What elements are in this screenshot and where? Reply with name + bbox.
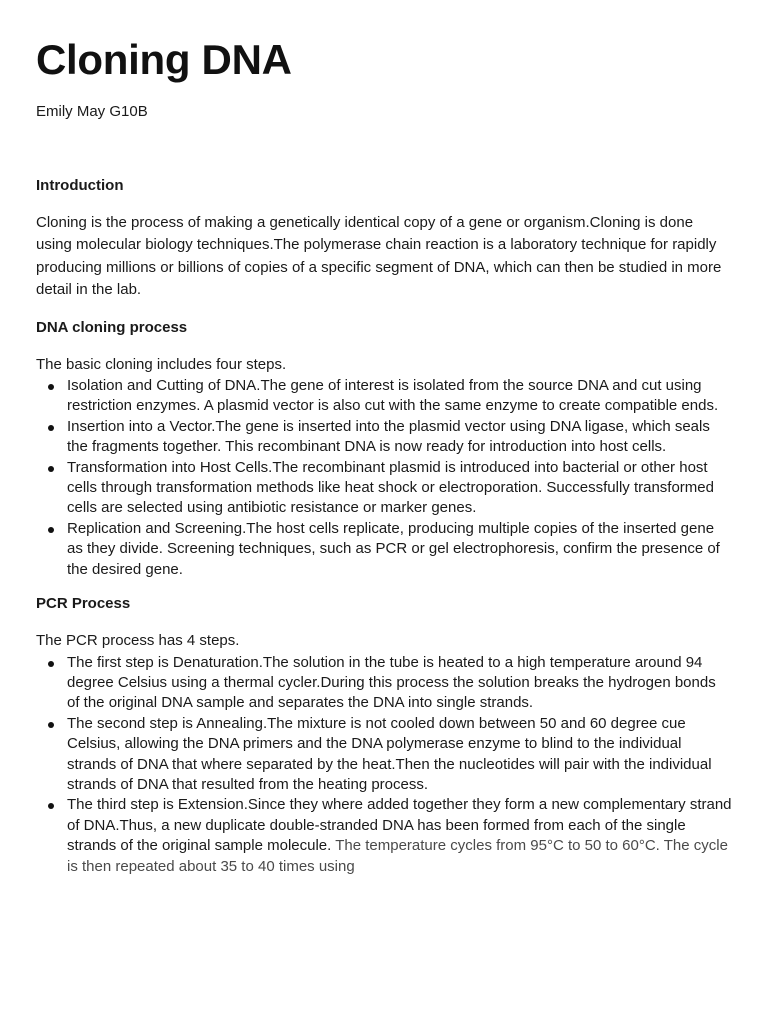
list-item: [67, 519, 732, 580]
bullet-dot-icon: [48, 722, 54, 728]
bullet-dot-icon: [48, 466, 54, 472]
list-item-text: The first step is Denaturation.The solution in the tube is heated to a high temperature around 94 degree Celsius using a thermal cycler.During this process the solution breaks the hydrogen bonds of the original DNA sample and separates the DNA into single strands.: [67, 653, 716, 712]
list-item: [67, 795, 732, 877]
bullet-dot-icon: [48, 384, 54, 390]
introduction-paragraph: Cloning is the process of making a genetically identical copy of a gene or organism.Cloning is done using molecular biology techniques.The polymerase chain reaction is a laboratory technique for rapidly producing millions or billions of copies of a specific segment of DNA, which can then be studied in more detail in the lab.: [36, 214, 722, 299]
list-item: [67, 376, 732, 417]
author-line: Emily May G10B: [36, 103, 148, 120]
cloning-intro-paragraph: The basic cloning includes four steps.: [36, 355, 287, 373]
list-item-text: Transformation into Host Cells.The recombinant plasmid is introduced into bacterial or other host cells through transformation methods like heat shock or electroporation. Successfully transformed cells are selected using antibiotic resistance or marker genes.: [67, 458, 714, 517]
bullet-dot-icon: [48, 527, 54, 533]
bullet-dot-icon: [48, 661, 54, 667]
list-item-text: Isolation and Cutting of DNA.The gene of interest is isolated from the source DNA and cut using restriction enzymes. A plasmid vector is also cut with the same enzyme to create compatible ends.: [67, 377, 719, 415]
list-item-text: Insertion into a Vector.The gene is inserted into the plasmid vector using DNA ligase, which seals the fragments together. This recombinant DNA is now ready for introduction into host cells.: [67, 417, 710, 456]
list-item: [67, 458, 732, 519]
pcr-steps-list: [36, 653, 732, 877]
bullet-dot-icon: [48, 803, 54, 809]
section-heading-introduction: Introduction: [36, 177, 124, 194]
list-item-text: The second step is Annealing.The mixture is not cooled down between 50 and 60 degree cue Celsius, allowing the DNA primers and the DNA polymerase enzyme to blind to the individual strands of DNA that where separated by the heat.Then the nucleotides will pair with the individual strands of DNA that resulted from the heating process.: [67, 714, 712, 793]
section-heading-pcr-process: PCR Process: [36, 595, 131, 613]
list-item-text-faded: The temperature cycles from 95°C to 50 to 60°C. The cycle is then repeated about 35 to 40 times using: [67, 837, 728, 875]
cloning-steps-list: [36, 376, 732, 580]
list-item: [67, 417, 732, 458]
document-title: Cloning DNA: [36, 36, 292, 83]
list-item: [67, 714, 732, 796]
list-item-text: The third step is Extension.Since they where added together they form a new complementary strand of DNA.Thus, a new duplicate double-stranded DNA has been formed from each of the single strands of the original sample molecule.: [67, 796, 732, 855]
pcr-intro-paragraph: The PCR process has 4 steps.: [36, 632, 240, 650]
section-heading-dna-cloning-process: DNA cloning process: [36, 318, 188, 336]
list-item: [67, 653, 732, 714]
bullet-dot-icon: [48, 425, 54, 431]
list-item-text: Replication and Screening.The host cells replicate, producing multiple copies of the inserted gene as they divide. Screening techniques, such as PCR or gel electrophoresis, confirm the presence of the desired gene.: [67, 519, 720, 578]
